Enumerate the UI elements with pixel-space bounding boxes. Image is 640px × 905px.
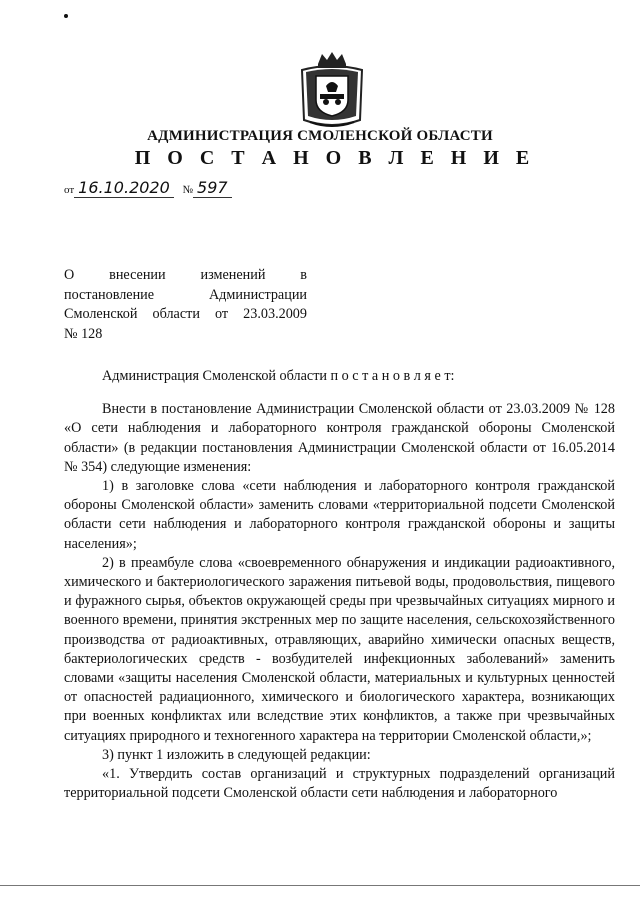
subject-line: Смоленской области от 23.03.2009	[64, 306, 307, 322]
body-paragraph: Внести в постановление Администрации Смоленской области от 23.03.2009 № 128 «О сети наблюдения и лабораторного контроля гражданской обороны Смоленской области» (в редакции постановления Администрации Смоленской области от 16.05.2014 № 354) следующие изменения:	[64, 401, 615, 475]
body-paragraph: 1) в заголовке слова «сети наблюдения и лабораторного контроля гражданской обороны Смоленской области» заменить словами «территориальной подсети Смоленской области сети наблюдения и лабораторного контроля гражданской обороны и защиты населения»;	[64, 478, 615, 552]
page-bottom-edge	[0, 885, 640, 886]
preamble: Администрация Смоленской области п о с т а н о в л я е т:	[102, 368, 455, 384]
body-paragraph: «1. Утвердить состав организаций и структурных подразделений организаций территориальной подсети Смоленской области сети наблюдения и лабораторного	[64, 766, 615, 802]
organization-title: АДМИНИСТРАЦИЯ СМОЛЕНСКОЙ ОБЛАСТИ	[147, 128, 493, 144]
date-number-line	[64, 178, 232, 197]
date-prefix: от	[64, 184, 75, 196]
subject-line: постановление Администрации	[64, 286, 307, 303]
body-paragraph: 2) в преамбуле слова «своевременного обнаружения и индикации радиоактивного, химического и бактериологического заражения питьевой воды, продовольствия, пищевого и фуражного сырья, объектов окружающей среды при чрезвычайных ситуациях мирного и военного времени, принятия экстренных мер по защите населения, сельскохозяйственного производства от радиоактивных, отравляющих, аварийно химически опасных веществ, бактериологических средств - возбудителей инфекционных заболеваний» заменить словами «защиты населения Смоленской области, материальных и культурных ценностей от опасностей радиационного, химического и биологического характера, возникающих при военных конфликтах или вследствие этих конфликтов, а также при чрезвычайных ситуациях природного и техногенного характера на территории Смоленской области,»;	[64, 554, 615, 744]
subject-block	[64, 266, 307, 344]
document-type-title: П О С Т А Н О В Л Е Н И Е	[134, 147, 536, 169]
scan-mark	[64, 14, 68, 18]
number-value: 597	[193, 178, 232, 198]
smolensk-coat-of-arms-icon	[296, 50, 368, 130]
document-body	[64, 367, 615, 803]
body-paragraph: 3) пункт 1 изложить в следующей редакции:	[102, 746, 371, 763]
number-prefix: №	[182, 184, 194, 196]
subject-line: О внесении изменений в	[64, 267, 307, 283]
date-value: 16.10.2020	[74, 178, 174, 198]
subject-line: № 128	[64, 325, 103, 342]
